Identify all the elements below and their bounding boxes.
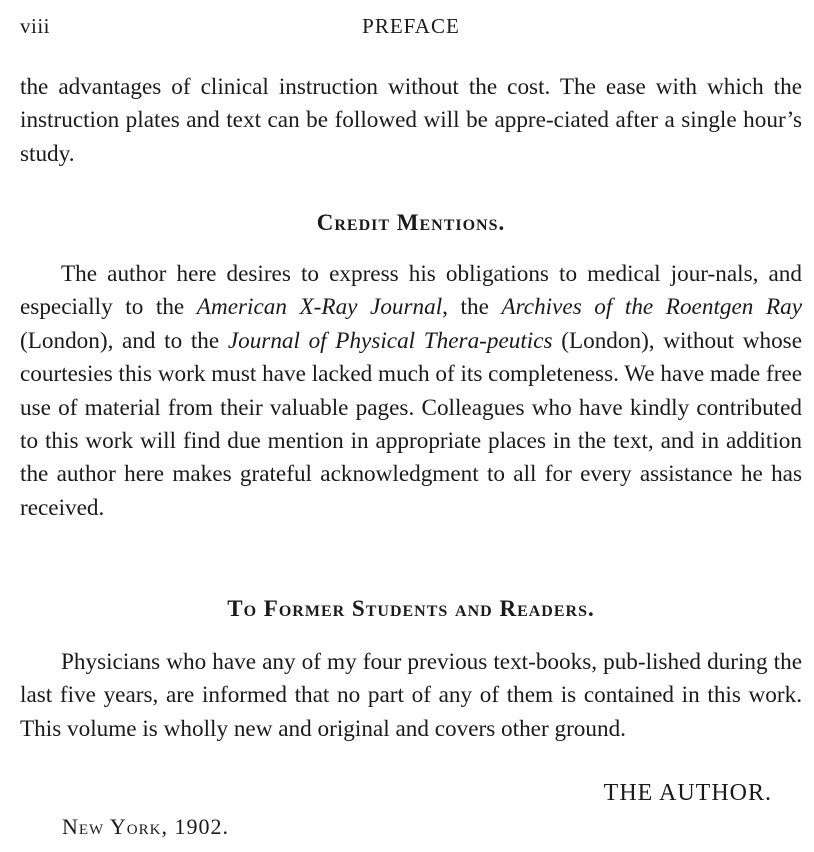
credit-text-mid-2: (London), and to the bbox=[20, 327, 228, 354]
former-students-heading: To Former Students and Readers. bbox=[227, 596, 595, 621]
intro-paragraph bbox=[20, 71, 802, 171]
credit-text-mid-1: , the bbox=[442, 294, 502, 321]
page-number: viii bbox=[20, 14, 51, 38]
credit-mentions-heading: Credit Mentions. bbox=[316, 210, 506, 235]
author-signature: THE AUTHOR. bbox=[603, 780, 772, 806]
intro-paragraph-text: the advantages of clinical instruction without the cost. The ease with which the instruction plates and text can be followed will be appre-ciated after a single hour’s study. bbox=[20, 74, 802, 167]
journal-title-physical-therapeutics: Journal of Physical Thera-peutics bbox=[227, 327, 553, 354]
credit-text-end: (London), without whose courtesies this work must have lacked much of its completeness. We have made free use of material from their valuable pages. Colleagues who have kindly contributed to this work will find due mention in appropriate places in the text, and in addition the author here makes grateful acknowledgment to all for every assistance he has received. bbox=[20, 327, 802, 521]
running-head bbox=[20, 14, 802, 40]
running-title: PREFACE bbox=[362, 14, 460, 38]
former-students-paragraph bbox=[20, 646, 802, 746]
credit-text-start: The author here desires to express his obligations to medical jour-nals, and especially to the bbox=[20, 261, 802, 321]
journal-title-archives-roentgen: Archives of the Roentgen Ray bbox=[501, 294, 802, 321]
place-date: New York, 1902. bbox=[62, 814, 229, 839]
credit-mentions-paragraph bbox=[20, 258, 802, 525]
journal-title-american-xray: American X-Ray Journal bbox=[196, 294, 443, 321]
students-paragraph-text: Physicians who have any of my four previous text-books, pub-lished during the last five years, are informed that no part of any of them is contained in this work. This volume is wholly new and original and covers other ground. bbox=[20, 649, 802, 742]
